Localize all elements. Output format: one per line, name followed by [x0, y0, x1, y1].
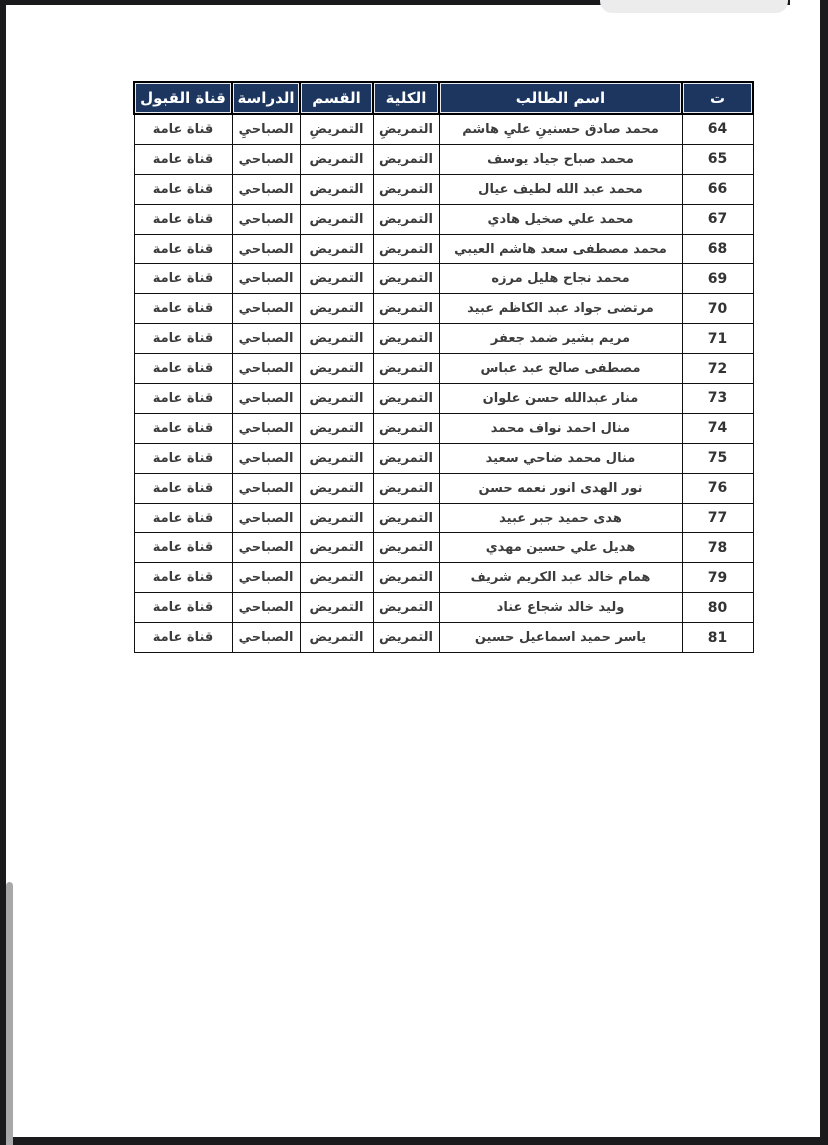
header-index: ت	[682, 82, 753, 114]
cell-admission-channel: قناة عامة	[134, 204, 232, 234]
cell-college: التمريضِ	[373, 114, 439, 144]
cell-department: التمريض	[300, 593, 373, 623]
cell-study-type: الصباحي	[232, 354, 300, 384]
cell-study-type: الصباحي	[232, 144, 300, 174]
cell-college: التمريض	[373, 563, 439, 593]
table-row	[134, 623, 753, 653]
cell-department: التمريض	[300, 623, 373, 653]
cell-student-name: مريم بشير ضمد جعفر	[439, 324, 682, 354]
students-table-container	[133, 81, 752, 653]
cell-study-type: الصباحي	[232, 204, 300, 234]
cell-index: 73	[682, 384, 753, 414]
cell-index: 64	[682, 114, 753, 144]
cell-admission-channel: قناة عامة	[134, 443, 232, 473]
table-row	[134, 384, 753, 414]
cell-department: التمريض	[300, 384, 373, 414]
table-row	[134, 264, 753, 294]
cell-college: التمريض	[373, 384, 439, 414]
cell-department: التمريض	[300, 563, 373, 593]
cell-admission-channel: قناة عامة	[134, 593, 232, 623]
table-row	[134, 324, 753, 354]
cell-index: 79	[682, 563, 753, 593]
cell-admission-channel: قناة عامة	[134, 144, 232, 174]
cell-index: 80	[682, 593, 753, 623]
cell-college: التمريض	[373, 623, 439, 653]
cell-college: التمريض	[373, 413, 439, 443]
cell-student-name: منار عبدالله حسن علوان	[439, 384, 682, 414]
cell-study-type: الصباحي	[232, 473, 300, 503]
floating-toolbar-pill[interactable]	[600, 0, 788, 13]
window-frame-bottom	[0, 1137, 828, 1145]
cell-student-name: مصطفى صالح عبد عباس	[439, 354, 682, 384]
cell-department: التمريض	[300, 354, 373, 384]
cell-admission-channel: قناة عامة	[134, 533, 232, 563]
cell-index: 77	[682, 503, 753, 533]
cell-index: 67	[682, 204, 753, 234]
table-row	[134, 294, 753, 324]
cell-college: التمريض	[373, 324, 439, 354]
cell-department: التمريض	[300, 234, 373, 264]
cell-study-type: الصباحي	[232, 384, 300, 414]
cell-admission-channel: قناة عامة	[134, 324, 232, 354]
cell-study-type: الصباحي	[232, 234, 300, 264]
header-study-type: الدراسة	[232, 82, 300, 114]
cell-admission-channel: قناة عامة	[134, 294, 232, 324]
cell-index: 71	[682, 324, 753, 354]
cell-admission-channel: قناة عامة	[134, 234, 232, 264]
cell-study-type: الصباحي	[232, 623, 300, 653]
cell-department: التمريض	[300, 204, 373, 234]
cell-admission-channel: قناة عامة	[134, 413, 232, 443]
table-row	[134, 174, 753, 204]
cell-student-name: نور الهدى انور نعمه حسن	[439, 473, 682, 503]
header-department: القسم	[300, 82, 373, 114]
cell-admission-channel: قناة عامة	[134, 473, 232, 503]
cell-study-type: الصباحي	[232, 324, 300, 354]
students-table	[133, 81, 754, 653]
cell-admission-channel: قناة عامة	[134, 563, 232, 593]
window-frame-right	[820, 0, 828, 1145]
cell-study-type: الصباحي	[232, 593, 300, 623]
table-row	[134, 144, 753, 174]
cell-department: التمريض	[300, 443, 373, 473]
table-header-row	[134, 82, 753, 114]
cell-department: التمريض	[300, 264, 373, 294]
cell-study-type: الصباحي	[232, 563, 300, 593]
cell-index: 74	[682, 413, 753, 443]
cell-admission-channel: قناة عامة	[134, 174, 232, 204]
cell-department: التمريض	[300, 324, 373, 354]
cell-department: التمريض	[300, 174, 373, 204]
cell-study-type: الصباحي	[232, 294, 300, 324]
cell-college: التمريض	[373, 593, 439, 623]
cell-college: التمريض	[373, 503, 439, 533]
cell-study-type: الصباحي	[232, 443, 300, 473]
cell-college: التمريض	[373, 533, 439, 563]
cell-college: التمريض	[373, 443, 439, 473]
cell-index: 65	[682, 144, 753, 174]
cell-index: 72	[682, 354, 753, 384]
cell-student-name: مرتضى جواد عبد الكاظم عبيد	[439, 294, 682, 324]
cell-index: 81	[682, 623, 753, 653]
table-row	[134, 563, 753, 593]
cell-index: 66	[682, 174, 753, 204]
cell-index: 69	[682, 264, 753, 294]
cell-admission-channel: قناة عامة	[134, 623, 232, 653]
cell-index: 68	[682, 234, 753, 264]
cell-department: التمريض	[300, 503, 373, 533]
table-row	[134, 114, 753, 144]
cell-student-name: ياسر حميد اسماعيل حسين	[439, 623, 682, 653]
table-row	[134, 473, 753, 503]
table-row	[134, 234, 753, 264]
cell-department: التمريض	[300, 144, 373, 174]
table-row	[134, 443, 753, 473]
cell-student-name: هديل علي حسين مهدي	[439, 533, 682, 563]
vertical-scrollbar-thumb[interactable]	[6, 882, 13, 1145]
cell-admission-channel: قناة عامة	[134, 354, 232, 384]
cell-college: التمريض	[373, 174, 439, 204]
header-college: الكلية	[373, 82, 439, 114]
table-body	[134, 114, 753, 653]
cell-department: التمريض	[300, 294, 373, 324]
cell-admission-channel: قناة عامة	[134, 384, 232, 414]
cell-college: التمريض	[373, 204, 439, 234]
cell-student-name: محمد صادق حسنينِ عليِ هاشم	[439, 114, 682, 144]
cell-index: 76	[682, 473, 753, 503]
table-row	[134, 413, 753, 443]
header-student-name: اسم الطالب	[439, 82, 682, 114]
cell-student-name: محمد مصطفى سعد هاشم العيبي	[439, 234, 682, 264]
cell-study-type: الصباحيِ	[232, 114, 300, 144]
cell-college: التمريض	[373, 264, 439, 294]
table-row	[134, 533, 753, 563]
cell-student-name: محمد علي صخيل هادي	[439, 204, 682, 234]
cell-study-type: الصباحي	[232, 413, 300, 443]
cell-department: التمريض	[300, 413, 373, 443]
cell-student-name: محمد نجاح هليل مرزه	[439, 264, 682, 294]
table-row	[134, 503, 753, 533]
cell-index: 70	[682, 294, 753, 324]
table-row	[134, 354, 753, 384]
cell-department: التمريض	[300, 533, 373, 563]
cell-student-name: محمد عبد الله لطيف عيال	[439, 174, 682, 204]
cell-study-type: الصباحي	[232, 174, 300, 204]
cell-student-name: هدى حميد جبر عبيد	[439, 503, 682, 533]
cell-admission-channel: قناة عامة	[134, 114, 232, 144]
cell-study-type: الصباحي	[232, 533, 300, 563]
cell-admission-channel: قناة عامة	[134, 503, 232, 533]
cell-department: التمريض	[300, 473, 373, 503]
cell-college: التمريض	[373, 234, 439, 264]
table-row	[134, 593, 753, 623]
cell-index: 75	[682, 443, 753, 473]
cell-student-name: همام خالد عبد الكريم شريف	[439, 563, 682, 593]
cell-college: التمريض	[373, 473, 439, 503]
cell-student-name: منال محمد ضاحي سعيد	[439, 443, 682, 473]
cell-college: التمريض	[373, 354, 439, 384]
cell-student-name: منال احمد نواف محمد	[439, 413, 682, 443]
cell-student-name: وليد خالد شجاع عناد	[439, 593, 682, 623]
cell-college: التمريض	[373, 144, 439, 174]
cell-study-type: الصباحي	[232, 264, 300, 294]
cell-study-type: الصباحي	[232, 503, 300, 533]
cell-college: التمريض	[373, 294, 439, 324]
header-admission-channel: قناة القبول	[134, 82, 232, 114]
table-row	[134, 204, 753, 234]
cell-admission-channel: قناة عامة	[134, 264, 232, 294]
cell-department: التمريضِ	[300, 114, 373, 144]
cell-student-name: محمد صباح جياد يوسف	[439, 144, 682, 174]
cell-index: 78	[682, 533, 753, 563]
